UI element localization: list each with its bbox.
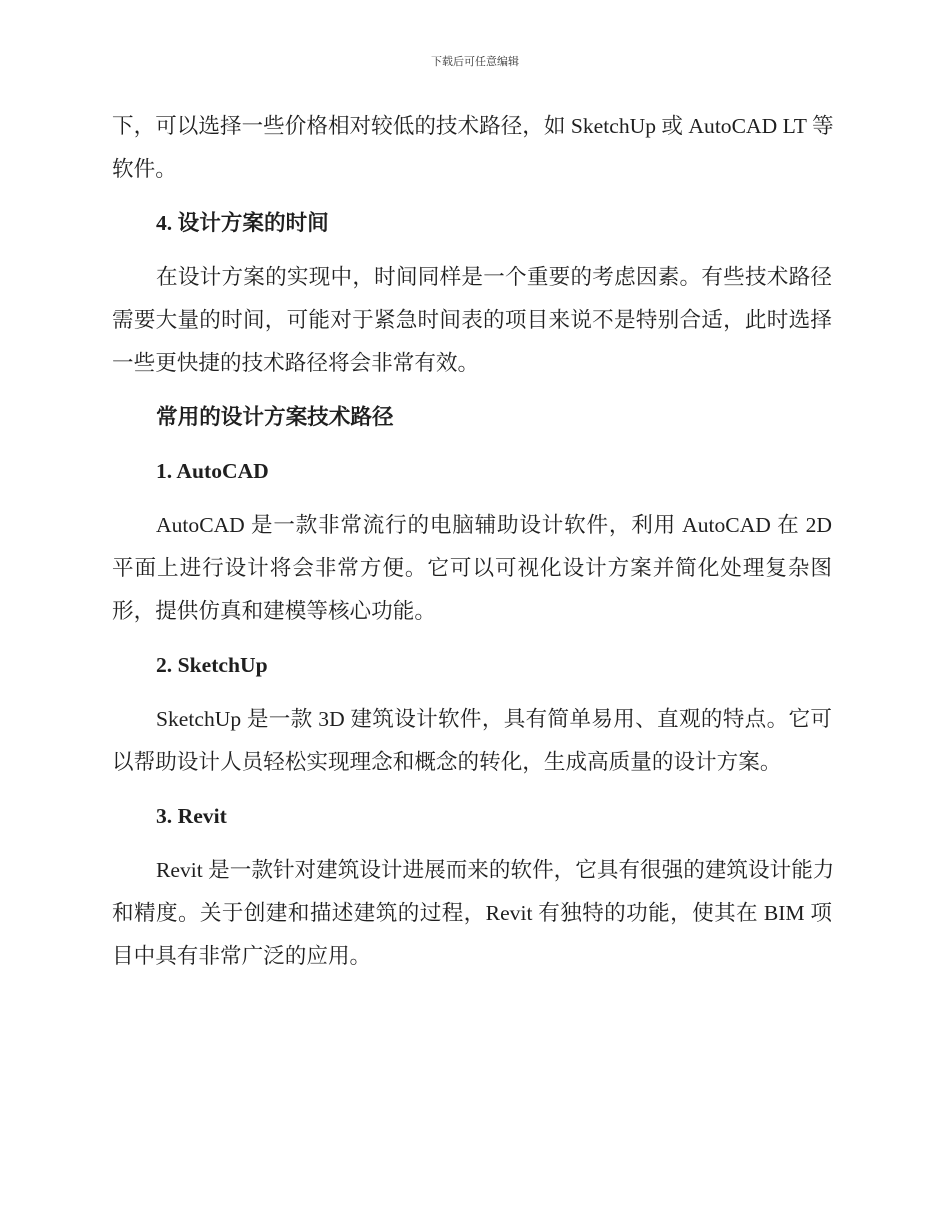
section-heading: [112, 644, 832, 687]
text-line: AutoCAD 是一款非常流行的电脑辅助设计软件，利用 AutoCAD 在 2D: [156, 513, 832, 537]
section-heading: [112, 795, 832, 838]
paragraph-continued: [112, 105, 832, 191]
text-line: 以帮助设计人员轻松实现理念和概念的转化，生成高质量的设计方案。: [112, 750, 782, 774]
text-line: 一些更快捷的技术路径将会非常有效。: [112, 351, 480, 375]
text-line: 和精度。关于创建和描述建筑的过程，Revit 有独特的功能，使其在 BIM 项: [112, 901, 832, 925]
text-line: 软件。: [112, 157, 177, 181]
text-line: SketchUp 是一款 3D 建筑设计软件，具有简单易用、直观的特点。它可: [156, 707, 832, 731]
body-paragraph: [112, 698, 832, 784]
text-line: 在设计方案的实现中，时间同样是一个重要的考虑因素。有些技术路径: [156, 265, 832, 289]
text-line: 目中具有非常广泛的应用。: [112, 944, 372, 968]
heading-text: 3. Revit: [156, 804, 227, 828]
text-line: 需要大量的时间，可能对于紧急时间表的项目来说不是特别合适，此时选择: [112, 308, 832, 332]
body-paragraph: [112, 256, 832, 385]
section-heading: [112, 202, 832, 245]
heading-text: 常用的设计方案技术路径: [156, 405, 394, 429]
heading-text: 4. 设计方案的时间: [156, 211, 329, 235]
text-line: 平面上进行设计将会非常方便。它可以可视化设计方案并简化处理复杂图: [112, 556, 832, 580]
heading-text: 1. AutoCAD: [156, 459, 269, 483]
text-line: 下，可以选择一些价格相对较低的技术路径，如 SketchUp 或 AutoCAD LT 等: [112, 114, 834, 138]
document-body: [112, 105, 835, 978]
body-paragraph: [112, 849, 835, 978]
page-header: 下载后可任意编辑: [431, 56, 519, 68]
text-line: 形，提供仿真和建模等核心功能。: [112, 599, 436, 623]
body-paragraph: [112, 504, 832, 633]
section-heading: [112, 450, 832, 493]
heading-text: 2. SketchUp: [156, 653, 268, 677]
text-line: Revit 是一款针对建筑设计进展而来的软件，它具有很强的建筑设计能力: [156, 858, 835, 882]
section-heading: [112, 396, 832, 439]
